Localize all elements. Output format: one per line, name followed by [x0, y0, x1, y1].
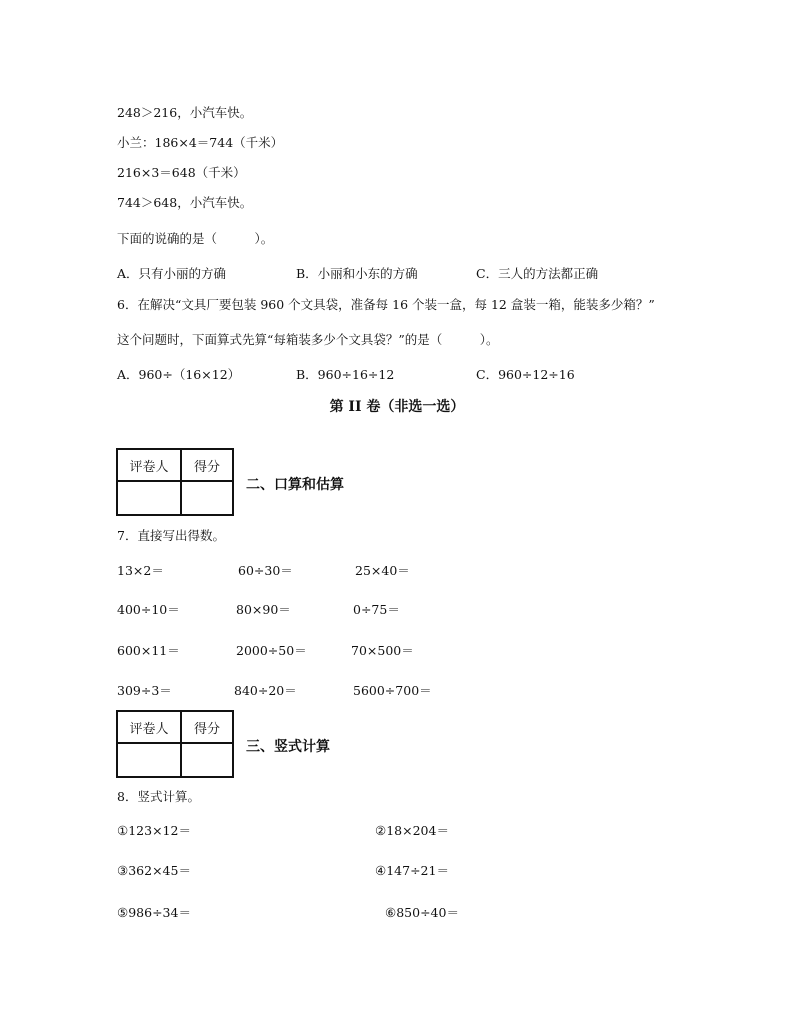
q8-item: ③362×45＝	[117, 863, 191, 878]
solution-line-2: 小兰：186×4＝744（千米）	[117, 135, 284, 150]
q8-item: ④147÷21＝	[375, 863, 449, 878]
grader-cell	[117, 743, 181, 777]
question-6-line-1: 6．在解决“文具厂要包装 960 个文具袋，准备每 16 个装一盒，每 12 盒装一箱，能装多少箱？”	[117, 297, 655, 312]
q7-item: 60÷30＝	[238, 563, 293, 578]
score-header: 得分	[181, 711, 233, 743]
q8-item: ①123×12＝	[117, 823, 191, 838]
score-cell	[181, 743, 233, 777]
q7-item: 80×90＝	[236, 602, 291, 617]
q6-option-c: C．960÷12÷16	[476, 367, 575, 382]
score-table-section-3	[116, 710, 234, 778]
grader-header: 评卷人	[117, 449, 181, 481]
q8-item: ⑥850÷40＝	[385, 905, 459, 920]
part-2-title: 第 II 卷（非选一选）	[329, 399, 465, 415]
question-5-prompt: 下面的说确的是（ ）。	[117, 231, 274, 246]
q5-option-c: C．三人的方法都正确	[476, 266, 599, 281]
q5-option-a: A．只有小丽的方确	[117, 266, 227, 281]
q6-option-b: B．960÷16÷12	[296, 367, 395, 382]
q6-option-a: A．960÷（16×12）	[117, 367, 241, 382]
q5-option-b: B．小丽和小东的方确	[296, 266, 418, 281]
q7-item: 13×2＝	[117, 563, 164, 578]
question-7-prompt: 7．直接写出得数。	[117, 528, 225, 543]
solution-line-4: 744＞648，小汽车快。	[117, 195, 253, 210]
q8-item: ⑤986÷34＝	[117, 905, 191, 920]
q7-item: 400÷10＝	[117, 602, 180, 617]
grader-cell	[117, 481, 181, 515]
solution-line-1: 248＞216，小汽车快。	[117, 105, 253, 120]
section-3-title: 三、竖式计算	[246, 739, 330, 755]
q7-item: 70×500＝	[351, 643, 414, 658]
q7-item: 0÷75＝	[353, 602, 400, 617]
section-2-title: 二、口算和估算	[246, 477, 344, 493]
q7-item: 25×40＝	[355, 563, 410, 578]
grader-header: 评卷人	[117, 711, 181, 743]
score-cell	[181, 481, 233, 515]
q7-item: 840÷20＝	[234, 683, 297, 698]
solution-line-3: 216×3＝648（千米）	[117, 165, 246, 180]
q7-item: 2000÷50＝	[236, 643, 307, 658]
q8-item: ②18×204＝	[375, 823, 449, 838]
score-header: 得分	[181, 449, 233, 481]
question-6-line-2: 这个问题时，下面算式先算“每箱装多少个文具袋？”的是（ ）。	[117, 332, 499, 347]
q7-item: 309÷3＝	[117, 683, 172, 698]
score-table-section-2	[116, 448, 234, 516]
question-8-prompt: 8．竖式计算。	[117, 789, 200, 804]
q7-item: 5600÷700＝	[353, 683, 432, 698]
q7-item: 600×11＝	[117, 643, 180, 658]
